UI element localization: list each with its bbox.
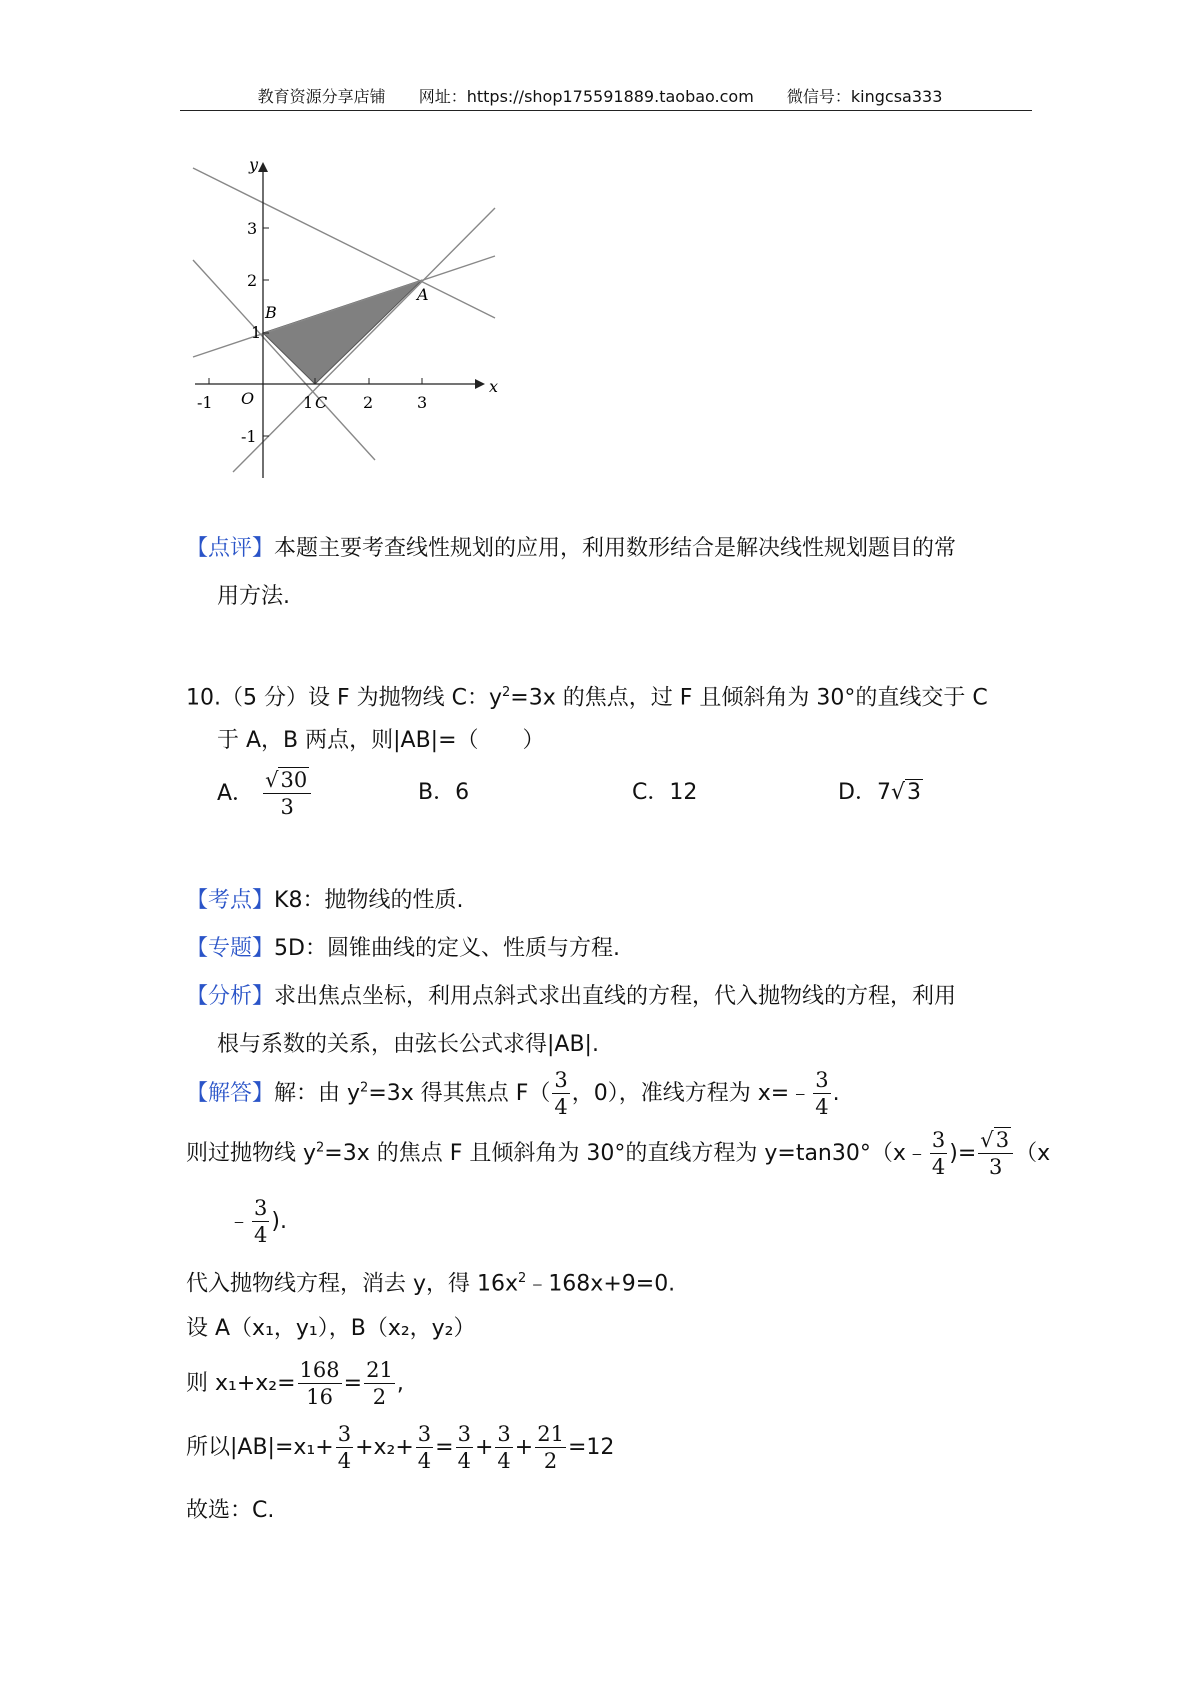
fraction-num: 3 [931,1128,946,1152]
fraction-den: 2 [372,1385,387,1409]
sol-l6c: , [396,1371,404,1396]
sol-l1b: =3x 得其焦点 F（ [368,1081,551,1106]
sol-l3a: ﹣ [228,1209,251,1234]
fraction-den: 3 [988,1155,1003,1179]
fraction-3-4 [813,1070,830,1118]
sol-l7a: 所以|AB|=x₁+ [186,1435,334,1460]
fraction-num: 3 [815,1068,829,1092]
fraction-21-2 [535,1424,566,1472]
question-line2: 于 A，B 两点，则|AB|=（ ） [217,728,545,753]
origin-label: O [241,389,255,408]
solution-line3 [228,1198,287,1246]
solution-line4 [186,1264,675,1299]
radicand: 3 [995,1128,1010,1152]
zhuanti-text: 5D：圆锥曲线的定义、性质与方程. [274,936,620,961]
sol-l7f: =12 [567,1435,615,1460]
sol-l1c: ，0），准线方程为 x=﹣ [571,1081,812,1106]
x-tick-1: 1 [303,393,314,412]
point-a-label: A [417,285,429,304]
solution-line5: 设 A（x₁，y₁），B（x₂，y₂） [186,1316,476,1341]
solution-line2 [186,1130,1050,1178]
fraction-num: 3 [457,1422,471,1446]
question-text: =3x 的焦点，过 F 且倾斜角为 30°的直线交于 C [510,685,988,711]
fraction-num: 21 [366,1358,393,1382]
feasible-region [263,280,422,384]
site-label: 网址： [418,87,467,106]
x-tick-2: 2 [363,393,374,412]
zhuanti-line [186,934,620,964]
fraction-num: 3 [554,1068,568,1092]
fraction-num: 3 [497,1422,511,1446]
sol-l7b: +x₂+ [355,1435,414,1460]
line-upper [193,168,495,318]
fraction-3-4 [930,1130,947,1178]
fraction-num: 168 [299,1358,340,1382]
solution-tag: 【解答】 [186,1081,275,1106]
option-d: D．7√3 [838,780,921,805]
x-tick-3: 3 [417,393,428,412]
exponent: 2 [518,1271,527,1286]
solution-line7 [186,1424,614,1472]
axis-y-label: y [249,160,259,174]
fraction-num: 3 [254,1196,268,1220]
question-line1 [186,678,988,713]
fraction-den: 2 [543,1449,558,1473]
fraction-3-4 [416,1424,433,1472]
fraction-den: 4 [815,1095,829,1119]
y-tick-2: 2 [247,271,258,290]
point-c-label: C [315,393,328,412]
option-a-fraction: $\frac{√30}{3}$ [263,770,311,818]
sol-l2d: （x [1015,1141,1051,1166]
exponent: 2 [360,1080,369,1096]
sol-l7e: + [514,1435,534,1460]
page-header [0,84,1200,107]
fenxi-text-1: 求出焦点坐标，利用点斜式求出直线的方程，代入抛物线的方程，利用 [274,984,957,1009]
zhuanti-tag: 【专题】 [186,936,275,961]
sol-l6b: = [343,1371,363,1396]
option-c: C．12 [632,780,698,805]
fenxi-line2: 根与系数的关系，由弦长公式求得|AB|. [217,1032,599,1057]
fraction-3-4 [552,1070,569,1118]
fraction-root3-3: $\frac{√3}{3}$ [978,1130,1013,1178]
sol-l4b: ﹣168x+9=0. [526,1271,676,1297]
axis-x-label: x [489,377,499,396]
option-b: B．6 [418,780,470,805]
question-number: 10.（5 分）设 F 为抛物线 C：y [186,685,502,711]
fraction-den: 4 [497,1449,511,1473]
exponent: 2 [316,1140,325,1156]
fraction-3-4 [252,1198,269,1246]
sol-l1a: 解：由 y [274,1081,361,1106]
kaodian-line [186,886,463,916]
option-a-radicand: 30 [280,768,308,792]
fraction-den: 4 [337,1449,352,1473]
review-line1 [186,534,956,564]
sol-l4a: 代入抛物线方程，消去 y，得 16x [186,1271,519,1297]
y-tick-neg1: -1 [241,427,257,446]
sol-l3b: ). [271,1209,287,1234]
point-b-label: B [265,303,277,322]
kaodian-tag: 【考点】 [186,888,275,913]
y-tick-3: 3 [247,219,258,238]
linear-programming-figure [185,160,525,490]
x-tick-neg1: -1 [197,393,213,412]
solution-line6 [186,1360,404,1408]
header-rule [180,110,1032,111]
exponent: 2 [502,685,511,700]
x-axis-arrow [475,379,485,389]
option-a-den: 3 [280,795,294,819]
solution-line1 [186,1070,840,1118]
option-a-label: A． [217,781,255,806]
sol-l2a: 则过抛物线 y [186,1141,317,1166]
site-url: https://shop175591889.taobao.com [466,87,754,106]
fenxi-line1 [186,982,956,1012]
review-text-1: 本题主要考查线性规划的应用，利用数形结合是解决线性规划题目的常 [274,536,957,561]
option-d-radicand: 3 [906,780,921,805]
fraction-3-4 [495,1424,512,1472]
sol-l1d: . [832,1081,840,1106]
solution-line8: 故选：C. [186,1498,275,1523]
fraction-21-2 [364,1360,395,1408]
fraction-den: 4 [554,1095,568,1119]
wechat-label: 微信号： [786,87,851,106]
fraction-den: 4 [457,1449,471,1473]
sol-l2b: =3x 的焦点 F 且倾斜角为 30°的直线方程为 y=tan30°（x﹣ [324,1141,928,1166]
fraction-168-16 [298,1360,342,1408]
y-axis-arrow [258,162,268,172]
line-through-b-c [193,260,375,460]
option-a [217,770,313,818]
option-d-label: D．7 [838,780,891,805]
review-line2: 用方法. [217,584,290,609]
fraction-den: 4 [417,1449,432,1473]
shop-name: 教育资源分享店铺 [257,87,386,106]
review-tag: 【点评】 [186,536,275,561]
sol-l7d: + [474,1435,494,1460]
fraction-den: 4 [254,1223,268,1247]
fraction-den: 16 [306,1385,333,1409]
sol-l7c: = [435,1435,454,1460]
fraction-3-4 [456,1424,473,1472]
kaodian-text: K8：抛物线的性质. [274,888,464,913]
sol-l2c: )= [949,1141,977,1166]
fraction-num: 3 [337,1422,352,1446]
fenxi-tag: 【分析】 [186,984,275,1009]
y-tick-1: 1 [251,323,262,342]
sol-l6a: 则 x₁+x₂= [186,1371,296,1396]
wechat-id: kingcsa333 [850,87,943,106]
fraction-num: 3 [417,1422,432,1446]
fraction-den: 4 [931,1155,946,1179]
fraction-num: 21 [537,1422,564,1446]
fraction-3-4 [336,1424,353,1472]
